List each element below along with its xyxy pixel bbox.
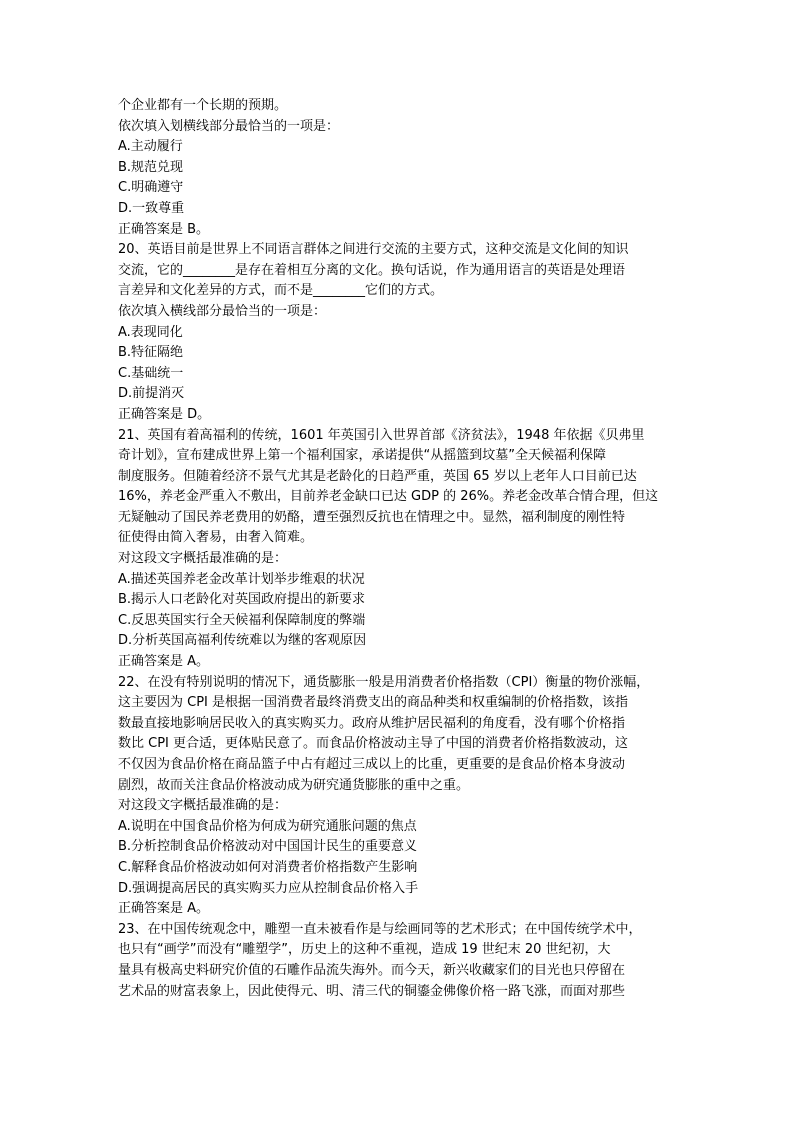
text-line: 对这段文字概括最准确的是：	[118, 798, 288, 814]
text-line: 量具有极高史料研究价值的石雕作品流失海外。而今天，新兴收藏家们的目光也只停留在	[118, 962, 626, 978]
text-line: D.一致尊重	[118, 200, 185, 216]
text-line: 奇计划》，宣布建成世界上第一个福利国家，承诺提供“从摇篮到坟墓”全天候福利保障	[118, 448, 606, 464]
text-line: A.说明在中国食品价格为何成为研究通胀问题的焦点	[118, 818, 417, 834]
text-line: 22、在没有特别说明的情况下，通货膨胀一般是用消费者价格指数（CPI）衡量的物价涨幅，	[118, 674, 650, 690]
text-line: B.分析控制食品价格波动对中国国计民生的重要意义	[118, 839, 418, 855]
text-line: 正确答案是 D。	[118, 406, 211, 422]
text-line: A.描述英国养老金改革计划举步维艰的状况	[118, 571, 365, 587]
text-line: 剧烈，故而关注食品价格波动成为研究通货膨胀的重中之重。	[118, 777, 470, 793]
text-line: 正确答案是 A。	[118, 901, 210, 917]
document-text	[118, 96, 678, 1002]
text-line: 征使得由简入奢易，由奢入简难。	[118, 530, 314, 546]
text-line: 依次填入划横线部分最恰当的一项是：	[118, 118, 340, 134]
text-line: 个企业都有一个长期的预期。	[118, 98, 288, 113]
text-line: C.明确遵守	[118, 180, 184, 196]
text-line: A.表现同化	[118, 324, 183, 340]
text-line: D.前提消灭	[118, 386, 185, 402]
text-line: D.强调提高居民的真实购买力应从控制食品价格入手	[118, 880, 419, 896]
text-line: D.分析英国高福利传统难以为继的客观原因	[118, 633, 367, 649]
text-line: C.解释食品价格波动如何对消费者价格指数产生影响	[118, 859, 418, 875]
text-line: 无疑触动了国民养老费用的奶酪，遭至强烈反抗也在情理之中。显然，福利制度的刚性特	[118, 509, 626, 525]
text-line: 20、英语目前是世界上不同语言群体之间进行交流的主要方式，这种交流是文化间的知识	[118, 242, 629, 258]
text-line: 21、英国有着高福利的传统，1601 年英国引入世界首部《济贫法》，1948 年依据《贝弗里	[118, 427, 645, 443]
text-line: C.基础统一	[118, 365, 184, 381]
text-line: B.规范兑现	[118, 159, 184, 175]
text-line: 正确答案是 A。	[118, 654, 210, 670]
text-line: 对这段文字概括最准确的是：	[118, 551, 288, 567]
text-line: 正确答案是 B。	[118, 221, 210, 237]
text-line: A.主动履行	[118, 139, 183, 155]
text-line: 依次填入横线部分最恰当的一项是：	[118, 303, 327, 319]
text-line: B.揭示人口老龄化对英国政府提出的新要求	[118, 592, 366, 608]
text-line: 也只有“画学”而没有“雕塑学”，历史上的这种不重视，造成 19 世纪末 20 世纪初，大	[118, 942, 611, 958]
text-line: 言差异和文化差异的方式，而不是________它们的方式。	[118, 283, 444, 299]
text-line: C.反思英国实行全天候福利保障制度的弊端	[118, 612, 366, 628]
text-line: 交流，它的________是存在着相互分离的文化。换句话说，作为通用语言的英语是处理语	[118, 262, 626, 278]
text-line: 数比 CPI 更合适，更体贴民意了。而食品价格波动主导了中国的消费者价格指数波动，这	[118, 736, 629, 752]
text-line: B.特征隔绝	[118, 345, 184, 361]
text-line: 23、在中国传统观念中，雕塑一直未被看作是与绘画同等的艺术形式；在中国传统学术中，	[118, 921, 642, 937]
text-line: 不仅因为食品价格在商品篮子中占有超过三成以上的比重，更重要的是食品价格本身波动	[118, 757, 626, 772]
text-line: 制度服务。但随着经济不景气尤其是老龄化的日趋严重，英国 65 岁以上老年人口目前已达	[118, 468, 637, 484]
text-line: 16%，养老金严重入不敷出，目前养老金缺口已达 GDP 的 26%。养老金改革合情合理，但这	[118, 489, 659, 505]
text-line: 这主要因为 CPI 是根据一国消费者最终消费支出的商品种类和权重编制的价格指数，该指	[118, 695, 629, 711]
text-line: 艺术品的财富表象上，因此使得元、明、清三代的铜鎏金佛像价格一路飞涨，而面对那些	[118, 983, 626, 999]
text-line: 数最直接地影响居民收入的真实购买力。政府从维护居民福利的角度看，没有哪个价格指	[118, 715, 626, 731]
